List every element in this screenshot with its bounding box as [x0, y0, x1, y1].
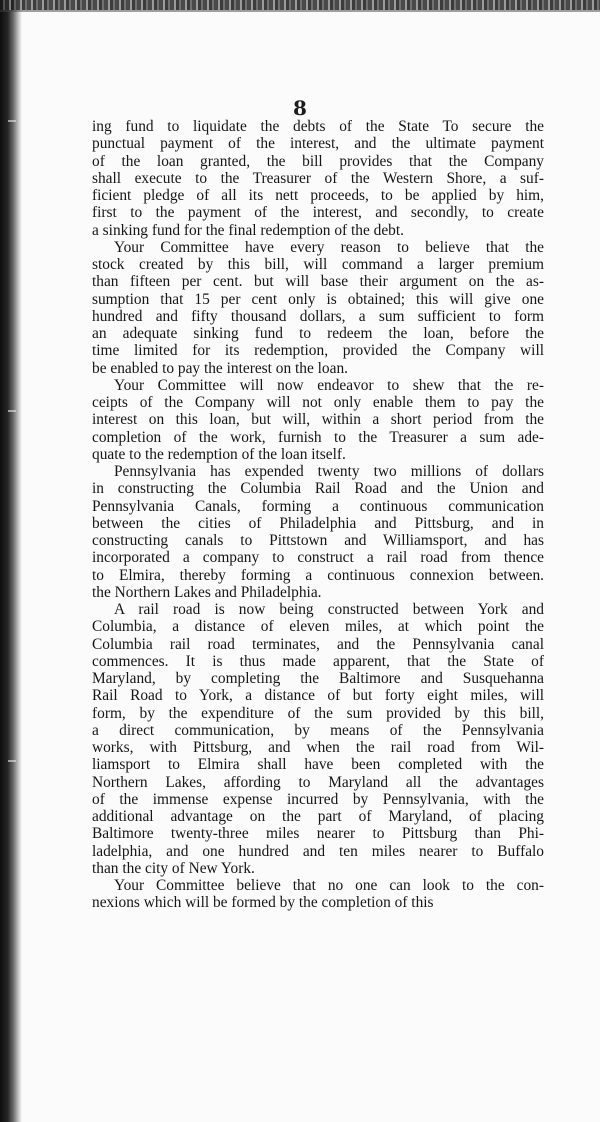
text-line: Rail Road to York, a distance of but forty eight miles, will [92, 687, 544, 705]
paragraph [92, 118, 544, 239]
text-line: constructing canals to Pittstown and Williamsport, and has [92, 532, 544, 549]
scan-top-edge [0, 0, 600, 10]
text-line: Your Committee believe that no one can look to the con- [114, 877, 544, 894]
text-line: incorporated a company to construct a rail road from thence [92, 549, 544, 567]
text-line: an adequate sinking fund to redeem the loan, before the [92, 325, 544, 342]
text-line: punctual payment of the interest, and the ultimate payment [92, 135, 544, 153]
text-line: of the loan granted, the bill provides that the Company [92, 152, 544, 170]
book-binding-edge [0, 0, 22, 1122]
text-line: Northern Lakes, affording to Maryland all the advantages [92, 773, 544, 791]
text-line: a sinking fund for the final redemption of the debt. [92, 221, 405, 239]
text-line: Columbia rail road terminates, and the Pennsylvania canal [92, 635, 544, 653]
text-line: quate to the redemption of the loan itself. [92, 445, 346, 463]
text-line: be enabled to pay the interest on the loan. [92, 359, 348, 377]
text-line: A rail road is now being constructed between York and [114, 601, 544, 618]
text-line: Pennsylvania has expended twenty two millions of dollars [114, 463, 544, 480]
text-line: completion of the work, furnish to the Treasurer a sum ade- [92, 428, 544, 446]
page-number: 8 [293, 96, 307, 120]
text-line: works, with Pittsburg, and when the rail road from Wil- [92, 739, 544, 756]
text-line: Your Committee will now endeavor to shew that the re- [114, 376, 544, 394]
text-line: the Northern Lakes and Philadelphia. [92, 583, 322, 601]
text-line: ing fund to liquidate the debts of the State To secure the [92, 118, 544, 135]
text-line: sumption that 15 per cent only is obtained; this will give one [92, 290, 544, 308]
text-line: than fifteen per cent. but will base their argument on the as- [92, 273, 544, 291]
text-line: Your Committee have every reason to believe that the [114, 238, 544, 256]
text-line: than the city of New York. [92, 859, 255, 877]
text-line: between the cities of Philadelphia and Pittsburg, and in [92, 514, 544, 532]
binding-mark [8, 760, 16, 762]
text-line: Maryland, by completing the Baltimore and Susquehanna [92, 670, 544, 687]
text-line: Columbia, a distance of eleven miles, at which point the [92, 618, 544, 636]
body-text [92, 118, 544, 912]
text-line: liamsport to Elmira shall have been completed with the [92, 756, 544, 774]
paragraph [92, 463, 544, 601]
text-line: commences. It is thus made apparent, that the State of [92, 652, 544, 670]
paragraph [92, 239, 544, 377]
paragraph [92, 601, 544, 877]
text-line: stock created by this bill, will command a larger premium [92, 256, 544, 273]
paragraph [92, 877, 544, 912]
text-line: a direct communication, by means of the Pennsylvania [92, 721, 544, 739]
text-line: ladelphia, and one hundred and ten miles nearer to Buffalo [92, 842, 544, 860]
text-line: of the immense expense incurred by Pennsylvania, with the [92, 790, 544, 808]
paragraph [92, 377, 544, 463]
text-line: hundred and fifty thousand dollars, a sum sufficient to form [92, 307, 544, 325]
binding-mark [8, 120, 16, 122]
text-line: in constructing the Columbia Rail Road and the Union and [92, 480, 544, 498]
text-line: first to the payment of the interest, and secondly, to create [92, 204, 544, 222]
text-line: Pennsylvania Canals, forming a continuous communication [92, 497, 544, 515]
text-line: ficient pledge of all its nett proceeds, to be applied by him, [92, 187, 544, 204]
text-line: time limited for its redemption, provided the Company will [92, 342, 544, 360]
text-line: to Elmira, thereby forming a continuous connexion between. [92, 566, 544, 584]
text-line: interest on this loan, but will, within a short period from the [92, 411, 544, 429]
scan-top-line [0, 10, 600, 12]
text-line: additional advantage on the part of Maryland, of placing [92, 808, 544, 825]
text-line: Baltimore twenty-three miles nearer to Pittsburg than Phi- [92, 825, 544, 843]
text-line: nexions which will be formed by the completion of this [92, 894, 434, 912]
binding-mark [8, 410, 16, 412]
text-line: shall execute to the Treasurer of the Western Shore, a suf- [92, 169, 544, 187]
text-line: ceipts of the Company will not only enable them to pay the [92, 394, 544, 411]
text-line: form, by the expenditure of the sum provided by this bill, [92, 704, 544, 722]
